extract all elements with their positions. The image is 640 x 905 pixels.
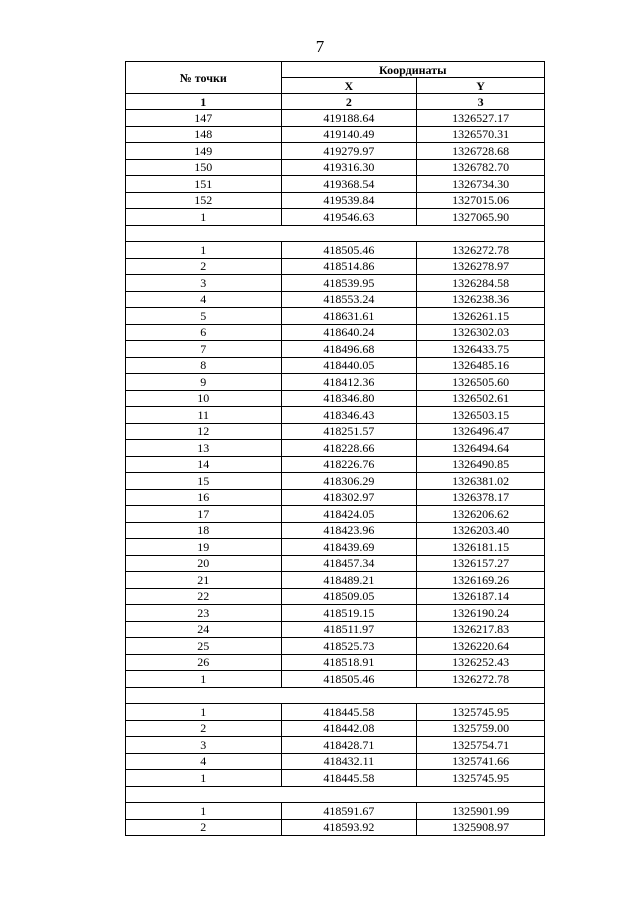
table-row [126,374,545,391]
spacer-row [126,687,545,704]
y-coordinate-cell: 1326238.36 [417,291,545,308]
table-row [126,720,545,737]
table-row [126,638,545,655]
table-row [126,803,545,820]
table-row [126,258,545,275]
header-x: X [281,78,417,94]
table-row [126,489,545,506]
table-row [126,704,545,721]
table-row [126,456,545,473]
x-coordinate-cell: 418525.73 [281,638,417,655]
table-row [126,539,545,556]
x-coordinate-cell: 418505.46 [281,671,417,688]
y-coordinate-cell: 1326505.60 [417,374,545,391]
point-number-cell: 13 [126,440,282,457]
y-coordinate-cell: 1326181.15 [417,539,545,556]
y-coordinate-cell: 1326187.14 [417,588,545,605]
table-row [126,390,545,407]
x-coordinate-cell: 418346.80 [281,390,417,407]
y-coordinate-cell: 1325741.66 [417,753,545,770]
y-coordinate-cell: 1326502.61 [417,390,545,407]
table-row [126,192,545,209]
point-number-cell: 10 [126,390,282,407]
table-row [126,753,545,770]
y-coordinate-cell: 1326169.26 [417,572,545,589]
point-number-cell: 3 [126,275,282,292]
point-number-cell: 25 [126,638,282,655]
y-coordinate-cell: 1326206.62 [417,506,545,523]
point-number-cell: 151 [126,176,282,193]
spacer-cell [126,687,545,704]
table-row [126,473,545,490]
point-number-cell: 147 [126,110,282,127]
x-coordinate-cell: 418412.36 [281,374,417,391]
table-row [126,522,545,539]
point-number-cell: 1 [126,671,282,688]
x-coordinate-cell: 418489.21 [281,572,417,589]
table-row [126,588,545,605]
column-number-1: 1 [126,94,282,110]
table-row [126,654,545,671]
x-coordinate-cell: 418593.92 [281,819,417,836]
table-row [126,324,545,341]
y-coordinate-cell: 1326490.85 [417,456,545,473]
x-coordinate-cell: 418226.76 [281,456,417,473]
header-y: Y [417,78,545,94]
table-row [126,440,545,457]
table-row [126,506,545,523]
y-coordinate-cell: 1326220.64 [417,638,545,655]
x-coordinate-cell: 418423.96 [281,522,417,539]
y-coordinate-cell: 1326381.02 [417,473,545,490]
y-coordinate-cell: 1326734.30 [417,176,545,193]
x-coordinate-cell: 418251.57 [281,423,417,440]
point-number-cell: 18 [126,522,282,539]
table-row [126,209,545,226]
x-coordinate-cell: 418518.91 [281,654,417,671]
table-row [126,770,545,787]
y-coordinate-cell: 1326503.15 [417,407,545,424]
table-row [126,275,545,292]
point-number-cell: 9 [126,374,282,391]
table-row [126,407,545,424]
spacer-row [126,225,545,242]
table-row [126,621,545,638]
table-body [126,110,545,836]
x-coordinate-cell: 418514.86 [281,258,417,275]
y-coordinate-cell: 1326278.97 [417,258,545,275]
spacer-cell [126,786,545,803]
point-number-cell: 2 [126,819,282,836]
table-row [126,126,545,143]
y-coordinate-cell: 1326272.78 [417,242,545,259]
y-coordinate-cell: 1326157.27 [417,555,545,572]
y-coordinate-cell: 1326782.70 [417,159,545,176]
coordinates-table [125,61,545,836]
point-number-cell: 2 [126,258,282,275]
point-number-cell: 1 [126,803,282,820]
x-coordinate-cell: 418445.58 [281,770,417,787]
x-coordinate-cell: 418439.69 [281,539,417,556]
y-coordinate-cell: 1325745.95 [417,704,545,721]
y-coordinate-cell: 1326203.40 [417,522,545,539]
point-number-cell: 4 [126,753,282,770]
x-coordinate-cell: 418302.97 [281,489,417,506]
point-number-cell: 149 [126,143,282,160]
x-coordinate-cell: 418306.29 [281,473,417,490]
x-coordinate-cell: 418496.68 [281,341,417,358]
table-row [126,143,545,160]
point-number-cell: 2 [126,720,282,737]
x-coordinate-cell: 418640.24 [281,324,417,341]
y-coordinate-cell: 1325759.00 [417,720,545,737]
point-number-cell: 6 [126,324,282,341]
y-coordinate-cell: 1325754.71 [417,737,545,754]
point-number-cell: 11 [126,407,282,424]
x-coordinate-cell: 419279.97 [281,143,417,160]
point-number-cell: 15 [126,473,282,490]
point-number-cell: 152 [126,192,282,209]
y-coordinate-cell: 1325745.95 [417,770,545,787]
table-row [126,159,545,176]
y-coordinate-cell: 1327065.90 [417,209,545,226]
y-coordinate-cell: 1326494.64 [417,440,545,457]
table-row [126,357,545,374]
y-coordinate-cell: 1326527.17 [417,110,545,127]
x-coordinate-cell: 418509.05 [281,588,417,605]
x-coordinate-cell: 418442.08 [281,720,417,737]
point-number-cell: 1 [126,209,282,226]
y-coordinate-cell: 1325901.99 [417,803,545,820]
table-row [126,605,545,622]
table-row [126,242,545,259]
point-number-cell: 16 [126,489,282,506]
x-coordinate-cell: 419316.30 [281,159,417,176]
point-number-cell: 21 [126,572,282,589]
point-number-cell: 150 [126,159,282,176]
x-coordinate-cell: 419546.63 [281,209,417,226]
point-number-cell: 24 [126,621,282,638]
table-row [126,110,545,127]
page-number: 7 [315,37,325,56]
x-coordinate-cell: 419140.49 [281,126,417,143]
header-coordinates: Координаты [281,62,544,78]
x-coordinate-cell: 418424.05 [281,506,417,523]
point-number-cell: 1 [126,242,282,259]
point-number-cell: 23 [126,605,282,622]
table-row [126,737,545,754]
x-coordinate-cell: 419188.64 [281,110,417,127]
point-number-cell: 14 [126,456,282,473]
y-coordinate-cell: 1326217.83 [417,621,545,638]
x-coordinate-cell: 418505.46 [281,242,417,259]
y-coordinate-cell: 1326272.78 [417,671,545,688]
point-number-cell: 17 [126,506,282,523]
point-number-cell: 20 [126,555,282,572]
x-coordinate-cell: 418440.05 [281,357,417,374]
header-point-number: № точки [126,62,282,94]
table-row [126,423,545,440]
column-number-3: 3 [417,94,545,110]
point-number-cell: 5 [126,308,282,325]
spacer-cell [126,225,545,242]
y-coordinate-cell: 1327015.06 [417,192,545,209]
y-coordinate-cell: 1326485.16 [417,357,545,374]
x-coordinate-cell: 418228.66 [281,440,417,457]
point-number-cell: 8 [126,357,282,374]
x-coordinate-cell: 418539.95 [281,275,417,292]
table-row [126,555,545,572]
table-row [126,176,545,193]
point-number-cell: 22 [126,588,282,605]
x-coordinate-cell: 418519.15 [281,605,417,622]
spacer-row [126,786,545,803]
column-number-2: 2 [281,94,417,110]
table-row [126,819,545,836]
point-number-cell: 1 [126,770,282,787]
y-coordinate-cell: 1326496.47 [417,423,545,440]
x-coordinate-cell: 418631.61 [281,308,417,325]
point-number-cell: 19 [126,539,282,556]
table-row [126,291,545,308]
x-coordinate-cell: 419539.84 [281,192,417,209]
x-coordinate-cell: 418553.24 [281,291,417,308]
point-number-cell: 1 [126,704,282,721]
x-coordinate-cell: 418511.97 [281,621,417,638]
x-coordinate-cell: 418428.71 [281,737,417,754]
point-number-cell: 7 [126,341,282,358]
x-coordinate-cell: 419368.54 [281,176,417,193]
x-coordinate-cell: 418445.58 [281,704,417,721]
point-number-cell: 4 [126,291,282,308]
y-coordinate-cell: 1326261.15 [417,308,545,325]
x-coordinate-cell: 418591.67 [281,803,417,820]
y-coordinate-cell: 1326728.68 [417,143,545,160]
y-coordinate-cell: 1326190.24 [417,605,545,622]
point-number-cell: 148 [126,126,282,143]
point-number-cell: 3 [126,737,282,754]
y-coordinate-cell: 1326302.03 [417,324,545,341]
table-row [126,572,545,589]
y-coordinate-cell: 1325908.97 [417,819,545,836]
point-number-cell: 26 [126,654,282,671]
y-coordinate-cell: 1326570.31 [417,126,545,143]
y-coordinate-cell: 1326252.43 [417,654,545,671]
table-row [126,671,545,688]
table-row [126,308,545,325]
point-number-cell: 12 [126,423,282,440]
y-coordinate-cell: 1326433.75 [417,341,545,358]
y-coordinate-cell: 1326284.58 [417,275,545,292]
y-coordinate-cell: 1326378.17 [417,489,545,506]
table-row [126,341,545,358]
x-coordinate-cell: 418457.34 [281,555,417,572]
x-coordinate-cell: 418346.43 [281,407,417,424]
x-coordinate-cell: 418432.11 [281,753,417,770]
